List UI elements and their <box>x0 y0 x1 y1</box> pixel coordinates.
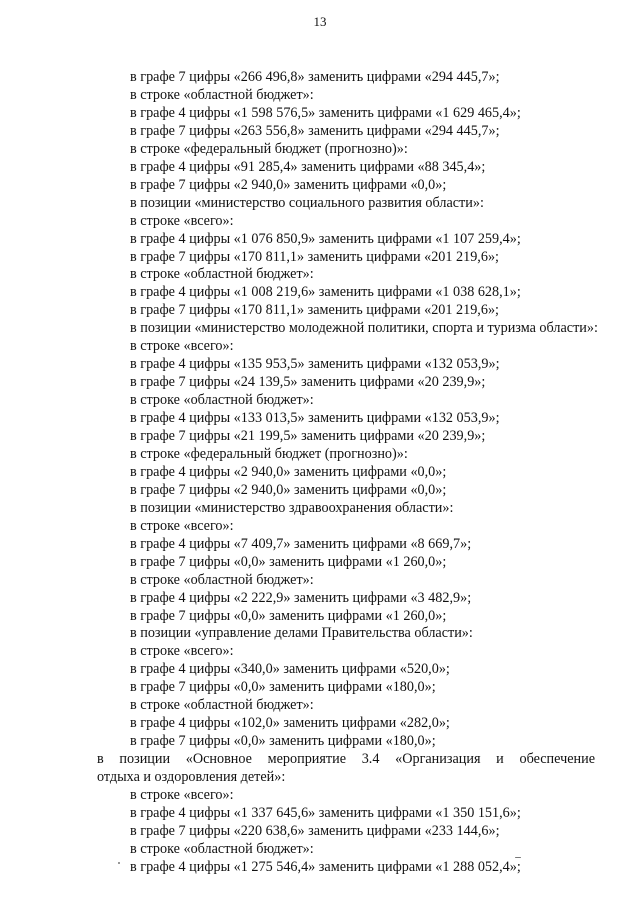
document-line: в графе 4 цифры «1 598 576,5» заменить цифрами «1 629 465,4»; <box>130 104 521 121</box>
document-line: в позиции «управление делами Правительства области»: <box>130 625 473 642</box>
scan-artifact <box>515 857 521 858</box>
document-line: в графе 4 цифры «102,0» заменить цифрами «282,0»; <box>130 715 450 732</box>
document-line: в графе 4 цифры «1 008 219,6» заменить цифрами «1 038 628,1»; <box>130 284 521 301</box>
document-line: в графе 4 цифры «133 013,5» заменить цифрами «132 053,9»; <box>130 410 500 427</box>
document-line: отдыха и оздоровления детей»: <box>97 769 286 786</box>
document-line: в графе 7 цифры «21 199,5» заменить цифрами «20 239,9»; <box>130 428 486 444</box>
document-line: в позиции «министерство молодежной политики, спорта и туризма области»: <box>130 320 598 337</box>
document-line: в графе 7 цифры «0,0» заменить цифрами «1 260,0»; <box>130 553 447 570</box>
document-line: в графе 4 цифры «135 953,5» заменить цифрами «132 053,9»; <box>130 356 500 373</box>
document-line: в строке «областной бюджет»: <box>130 571 314 588</box>
document-line: в строке «всего»: <box>130 338 234 355</box>
document-line: в строке «федеральный бюджет (прогнозно)»: <box>130 140 408 157</box>
document-line: в графе 4 цифры «91 285,4» заменить цифрами «88 345,4»; <box>130 158 486 175</box>
document-line: в строке «всего»: <box>130 517 234 534</box>
document-line: в графе 4 цифры «2 222,9» заменить цифрами «3 482,9»; <box>130 589 472 606</box>
document-line: в строке «всего»: <box>130 212 234 229</box>
document-line: в строке «областной бюджет»: <box>130 392 314 409</box>
document-line: в строке «областной бюджет»: <box>130 86 314 103</box>
document-line: в строке «всего»: <box>130 643 234 660</box>
document-line: в строке «федеральный бюджет (прогнозно)»: <box>130 445 408 462</box>
document-line: в графе 4 цифры «2 940,0» заменить цифрами «0,0»; <box>130 463 447 480</box>
document-line: в графе 4 цифры «1 076 850,9» заменить цифрами «1 107 259,4»; <box>130 230 521 247</box>
document-line: в графе 7 цифры «2 940,0» заменить цифрами «0,0»; <box>130 481 447 498</box>
page-number: 13 <box>313 14 327 29</box>
document-line: в строке «всего»: <box>130 787 234 803</box>
document-line: в строке «областной бюджет»: <box>130 266 314 283</box>
document-line: в графе 7 цифры «263 556,8» заменить цифрами «294 445,7»; <box>130 122 500 139</box>
document-line: в позиции «министерство здравоохранения области»: <box>130 499 454 516</box>
document-line: в строке «областной бюджет»: <box>130 697 314 714</box>
document-line: в графе 4 цифры «7 409,7» заменить цифрами «8 669,7»; <box>130 535 472 552</box>
document-line: в позиции «Основное мероприятие 3.4 «Организация и обеспечение <box>97 751 595 768</box>
document-line: в позиции «министерство социального развития области»: <box>130 194 484 211</box>
document-line: в графе 7 цифры «220 638,6» заменить цифрами «233 144,6»; <box>130 822 500 839</box>
document-line: в строке «областной бюджет»: <box>130 840 314 857</box>
document-line: в графе 7 цифры «24 139,5» заменить цифрами «20 239,9»; <box>130 374 486 391</box>
document-line: в графе 7 цифры «0,0» заменить цифрами «180,0»; <box>130 679 436 696</box>
document-line: в графе 4 цифры «1 337 645,6» заменить цифрами «1 350 151,6»; <box>130 804 521 821</box>
document-line: в графе 7 цифры «0,0» заменить цифрами «1 260,0»; <box>130 607 447 624</box>
scan-artifact <box>118 862 120 864</box>
document-line: в графе 4 цифры «1 275 546,4» заменить цифрами «1 288 052,4»; <box>130 858 521 875</box>
document-line: в графе 7 цифры «2 940,0» заменить цифрами «0,0»; <box>130 176 447 193</box>
document-line: в графе 7 цифры «0,0» заменить цифрами «180,0»; <box>130 733 436 750</box>
document-line: в графе 7 цифры «170 811,1» заменить цифрами «201 219,6»; <box>130 248 499 265</box>
document-line: в графе 7 цифры «266 496,8» заменить цифрами «294 445,7»; <box>130 69 500 85</box>
document-line: в графе 4 цифры «340,0» заменить цифрами «520,0»; <box>130 661 450 678</box>
document-line: в графе 7 цифры «170 811,1» заменить цифрами «201 219,6»; <box>130 302 499 319</box>
